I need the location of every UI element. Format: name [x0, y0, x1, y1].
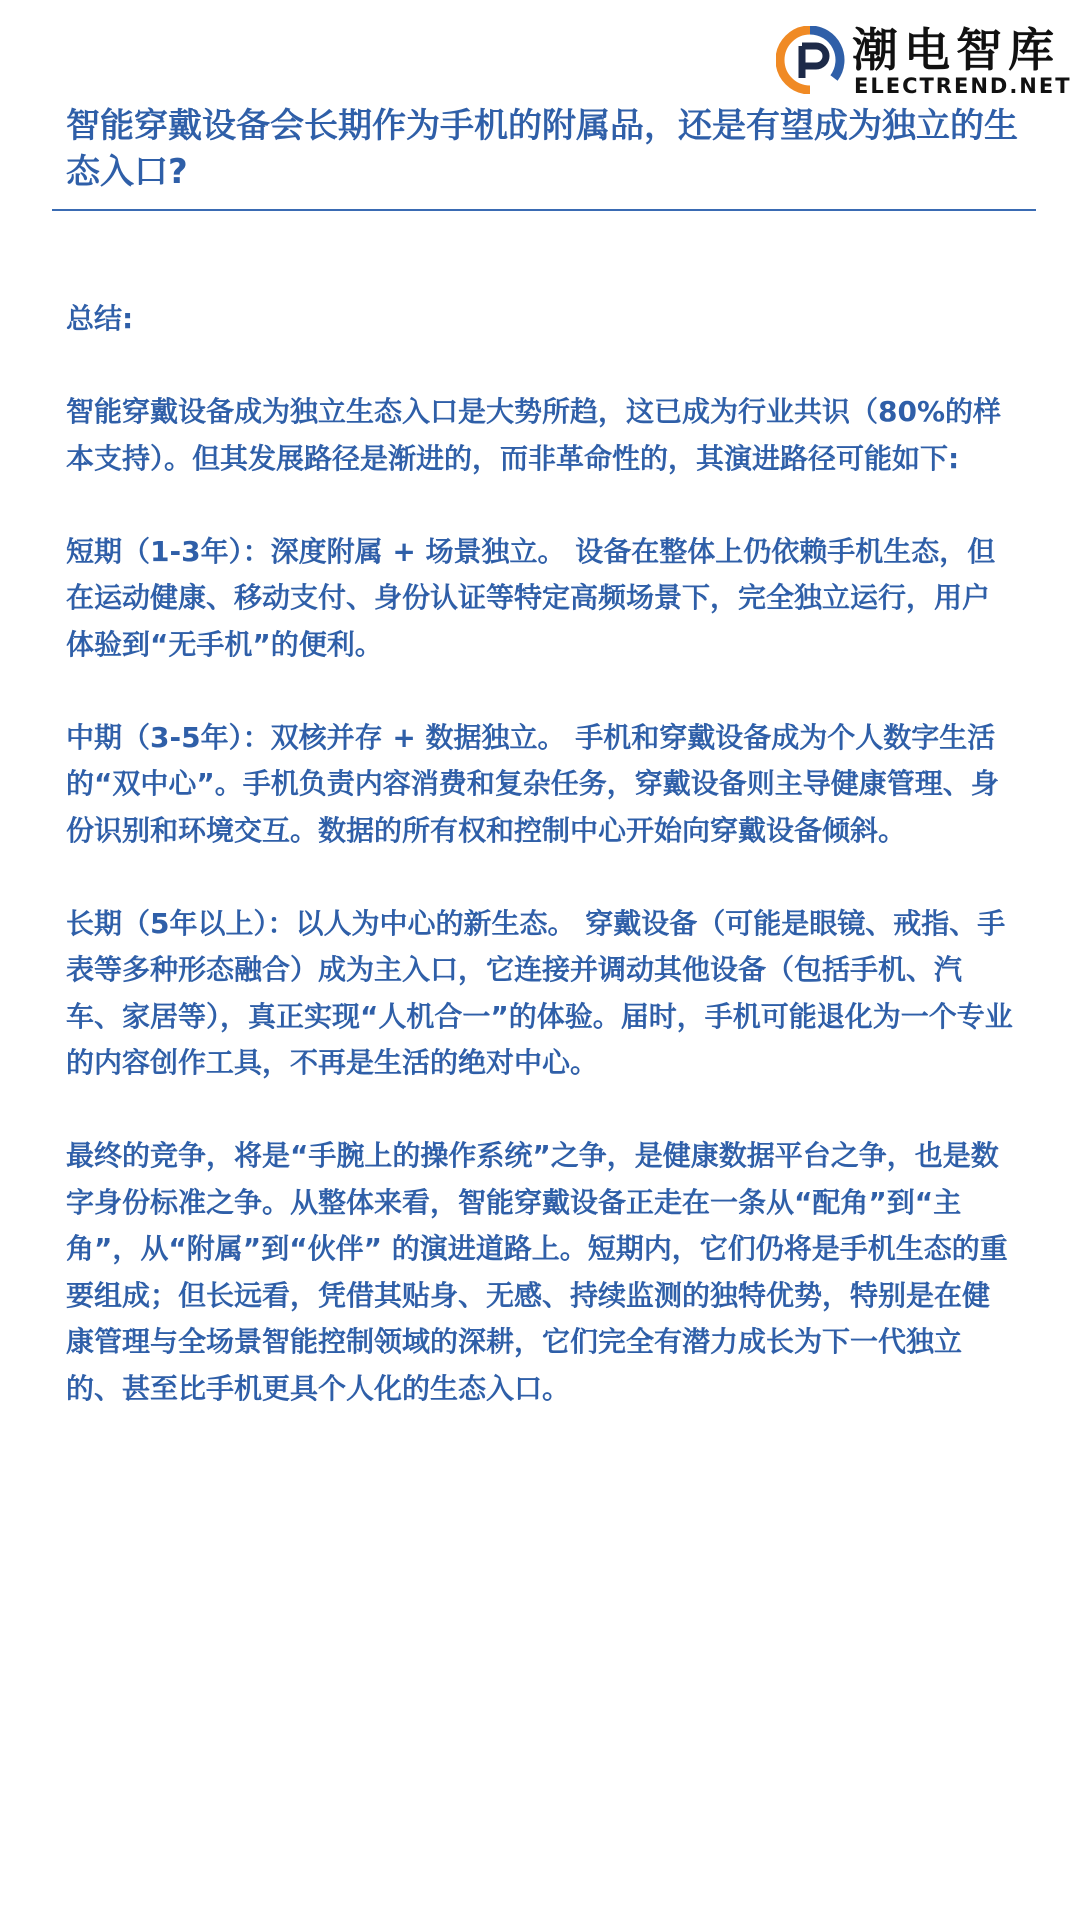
- paragraph-mid-term: 中期（3-5年）：双核并存 + 数据独立。 手机和穿戴设备成为个人数字生活的“双中心”。手机负责内容消费和复杂任务，穿戴设备则主导健康管理、身份识别和环境交互。数据的所有权和控制中心开始向穿戴设备倾斜。: [66, 720, 999, 847]
- logo-mark-icon: [776, 26, 846, 94]
- brand-logo: [776, 23, 1072, 98]
- article-body: [66, 296, 1016, 1459]
- logo-name-cn: 潮电智库: [852, 23, 1060, 77]
- paragraph-conclusion: 最终的竞争，将是“手腕上的操作系统”之争，是健康数据平台之争，也是数字身份标准之争。从整体来看，智能穿戴设备正走在一条从“配角”到“主角”，从“附属”到“伙伴” 的演进道路上。短期内，它们仍将是手机生态的重要组成；但长远看，凭借其贴身、无感、持续监测的独特优势，特别是在健康管理与全场景智能控制领域的深耕，它们完全有潜力成长为下一代独立的、甚至比手机更具个人化的生态入口。: [66, 1139, 1008, 1405]
- title-divider: [52, 209, 1036, 211]
- page-title: 智能穿戴设备会长期作为手机的附属品，还是有望成为独立的生态入口?: [66, 106, 1018, 192]
- paragraph-consensus: 智能穿戴设备成为独立生态入口是大势所趋，这已成为行业共识（80%的样本支持）。但其发展路径是渐进的，而非革命性的，其演进路径可能如下:: [66, 395, 1002, 475]
- summary-label: 总结:: [66, 302, 134, 335]
- paragraph-long-term: 长期（5年以上）：以人为中心的新生态。 穿戴设备（可能是眼镜、戒指、手表等多种形态融合）成为主入口，它连接并调动其他设备（包括手机、汽车、家居等），真正实现“人机合一”的体验。届时，手机可能退化为一个专业的内容创作工具，不再是生活的绝对中心。: [66, 906, 1013, 1079]
- logo-name-en: ELECTREND.NET: [854, 74, 1072, 98]
- paragraph-short-term: 短期（1-3年）：深度附属 + 场景独立。 设备在整体上仍依赖手机生态，但在运动健康、移动支付、身份认证等特定高频场景下，完全独立运行，用户体验到“无手机”的便利。: [66, 534, 996, 661]
